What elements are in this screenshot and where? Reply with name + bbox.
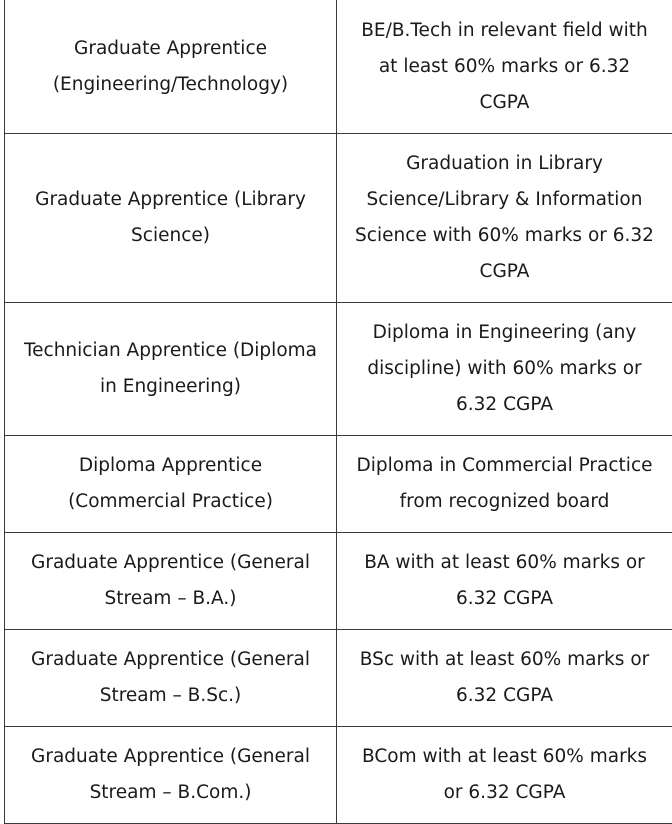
table-row — [5, 436, 672, 533]
qualification-cell: BSc with at least 60% marks or 6.32 CGPA — [337, 630, 672, 727]
qualification-cell: Diploma in Engineering (any discipline) with 60% marks or 6.32 CGPA — [337, 303, 672, 436]
qualification-cell: BA with at least 60% marks or 6.32 CGPA — [337, 533, 672, 630]
qualification-cell: Graduation in Library Science/Library & Information Science with 60% marks or 6.32 CGPA — [337, 134, 672, 303]
position-cell: Graduate Apprentice (Engineering/Technology) — [5, 0, 337, 134]
table-row — [5, 0, 672, 134]
position-cell: Technician Apprentice (Diploma in Engineering) — [5, 303, 337, 436]
table-row — [5, 533, 672, 630]
position-cell: Graduate Apprentice (General Stream – B.Sc.) — [5, 630, 337, 727]
qualification-cell: BCom with at least 60% marks or 6.32 CGPA — [337, 727, 672, 824]
position-cell: Graduate Apprentice (General Stream – B.A.) — [5, 533, 337, 630]
eligibility-table-container — [4, 0, 672, 824]
eligibility-table — [4, 0, 672, 824]
position-cell: Diploma Apprentice (Commercial Practice) — [5, 436, 337, 533]
qualification-cell: BE/B.Tech in relevant field with at least 60% marks or 6.32 CGPA — [337, 0, 672, 134]
qualification-cell: Diploma in Commercial Practice from recognized board — [337, 436, 672, 533]
position-cell: Graduate Apprentice (General Stream – B.Com.) — [5, 727, 337, 824]
table-row — [5, 630, 672, 727]
table-row — [5, 303, 672, 436]
table-row — [5, 727, 672, 824]
position-cell: Graduate Apprentice (Library Science) — [5, 134, 337, 303]
table-row — [5, 134, 672, 303]
